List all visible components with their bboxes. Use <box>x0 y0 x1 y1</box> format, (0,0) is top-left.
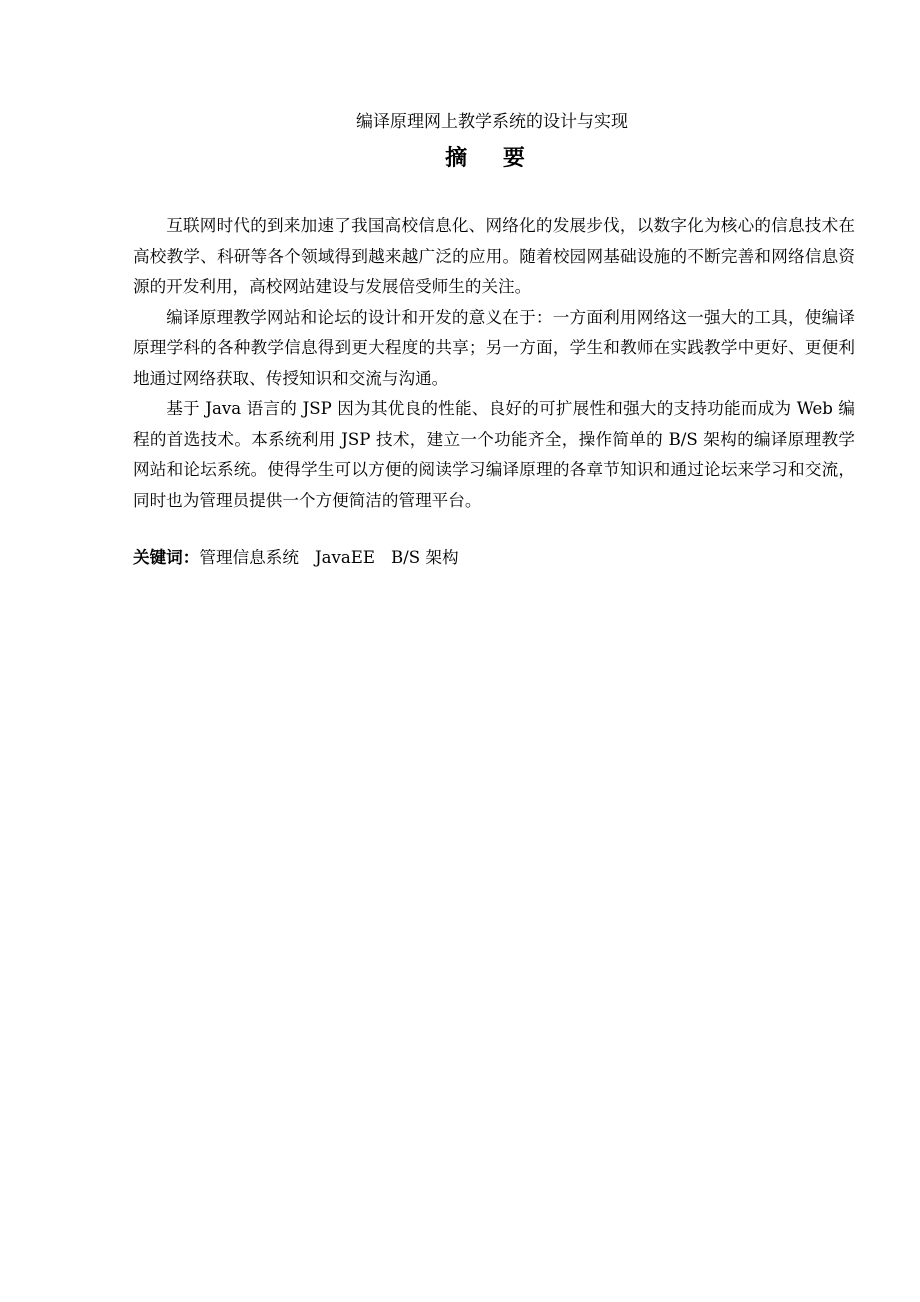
abstract-body <box>133 211 855 516</box>
abstract-heading: 摘 要 <box>445 146 539 171</box>
keyword-item: B/S 架构 <box>390 548 459 567</box>
keywords-line <box>133 543 855 573</box>
abstract-paragraph-3: 基于 Java 语言的 JSP 因为其优良的性能、良好的可扩展性和强大的支持功能而成为 Web 编程的首选技术。本系统利用 JSP 技术，建立一个功能齐全，操作简单的 B/S 架构的编译原理教学网站和论坛系统。使得学生可以方便的阅读学习编译原理的各章节知识和通过论坛来学习和交流，同时也为管理员提供一个方便简洁的管理平台。 <box>133 399 855 510</box>
keywords-label: 关键词： <box>133 548 200 567</box>
document-title: 编译原理网上教学系统的设计与实现 <box>356 112 628 132</box>
abstract-paragraph-2: 编译原理教学网站和论坛的设计和开发的意义在于：一方面利用网络这一强大的工具，使编译原理学科的各种教学信息得到更大程度的共享；另一方面，学生和教师在实践教学中更好、更便利地通过网络获取、传授知识和交流与沟通。 <box>133 307 855 388</box>
abstract-paragraph-1: 互联网时代的到来加速了我国高校信息化、网络化的发展步伐，以数字化为核心的信息技术在高校教学、科研等各个领域得到越来越广泛的应用。随着校园网基础设施的不断完善和网络信息资源的开发利用，高校网站建设与发展倍受师生的关注。 <box>133 216 855 296</box>
keyword-item: JavaEE <box>314 548 375 567</box>
keyword-item: 管理信息系统 <box>199 548 299 567</box>
